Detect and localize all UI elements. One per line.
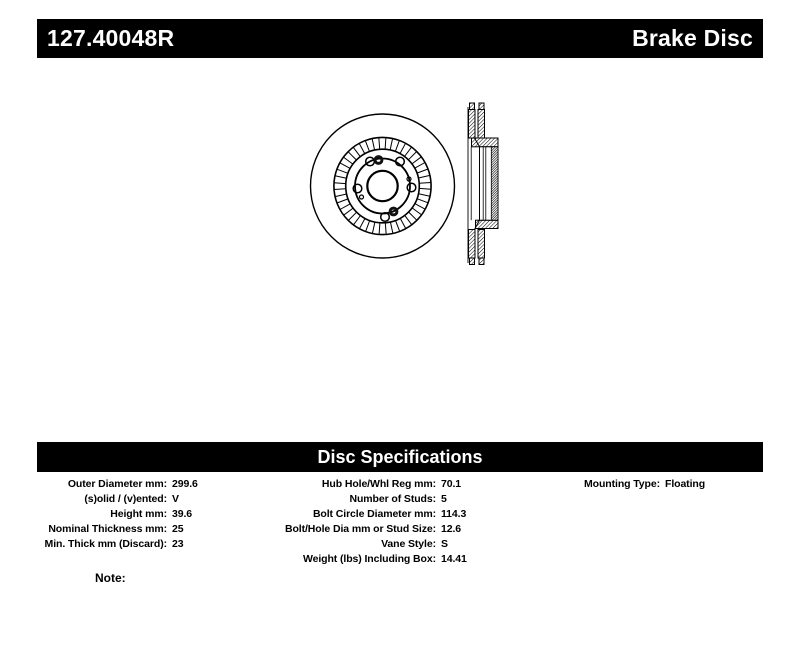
outer-diameter-circle <box>311 114 455 258</box>
spec-label: Mounting Type: <box>584 478 660 490</box>
spec-value: 39.6 <box>172 508 193 520</box>
spec-column-dimensions <box>37 477 277 552</box>
set-screw-holes <box>375 157 397 215</box>
mounting-face-hatch <box>491 147 498 220</box>
spec-label: Vane Style: <box>381 538 436 550</box>
spec-value: S <box>441 538 448 550</box>
part-number: 127.40048R <box>47 25 175 51</box>
brake-disc-cross-section <box>468 103 498 265</box>
spec-row-outer-diameter <box>37 477 277 492</box>
spec-row-nominal-thickness <box>37 522 277 537</box>
spec-label: Min. Thick mm (Discard): <box>44 538 167 550</box>
spec-label: Hub Hole/Whl Reg mm: <box>321 478 436 490</box>
spec-value: 12.6 <box>441 523 462 535</box>
spec-column-mounting <box>530 477 763 492</box>
spec-value: 14.41 <box>441 553 467 565</box>
spec-value: 299.6 <box>172 478 198 490</box>
spec-value: 5 <box>441 493 447 505</box>
spec-row-mounting-type <box>530 477 763 492</box>
spec-row-hub-hole <box>278 477 530 492</box>
spec-row-bolt-hole-dia <box>278 522 530 537</box>
spec-row-vane-style <box>278 537 530 552</box>
spec-row-height <box>37 507 277 522</box>
spec-value: 23 <box>172 538 184 550</box>
spec-value: 114.3 <box>441 508 467 520</box>
spec-label: Outer Diameter mm: <box>67 478 167 490</box>
transition-lines <box>475 138 480 230</box>
spec-value: Floating <box>665 478 706 490</box>
spec-value: 25 <box>172 523 184 535</box>
spec-row-solid-vented <box>37 492 277 507</box>
spec-row-number-of-studs <box>278 492 530 507</box>
spec-value: V <box>172 493 179 505</box>
product-type: Brake Disc <box>632 25 753 51</box>
note-label: Note: <box>95 571 126 585</box>
spec-label: Nominal Thickness mm: <box>48 523 167 535</box>
spec-section-header <box>37 442 763 472</box>
header-bar <box>37 19 763 58</box>
spec-label: Number of Studs: <box>349 493 436 505</box>
spec-row-weight <box>278 552 530 567</box>
brake-disc-technical-drawing <box>298 95 512 280</box>
spec-label: Height mm: <box>110 508 167 520</box>
spec-value: 70.1 <box>441 478 462 490</box>
hub-flange-circle <box>355 159 410 214</box>
brake-disc-front-view <box>311 114 455 258</box>
spec-label: Bolt Circle Diameter mm: <box>312 508 436 520</box>
spec-label: Bolt/Hole Dia mm or Stud Size: <box>284 523 436 535</box>
spec-section-title: Disc Specifications <box>317 446 483 467</box>
spec-label: Weight (lbs) Including Box: <box>302 553 436 565</box>
spec-row-bolt-circle <box>278 507 530 522</box>
spec-label: (s)olid / (v)ented: <box>84 493 167 505</box>
spec-row-min-thickness <box>37 537 277 552</box>
center-bore-circle <box>367 171 397 201</box>
spec-column-hub <box>278 477 530 567</box>
